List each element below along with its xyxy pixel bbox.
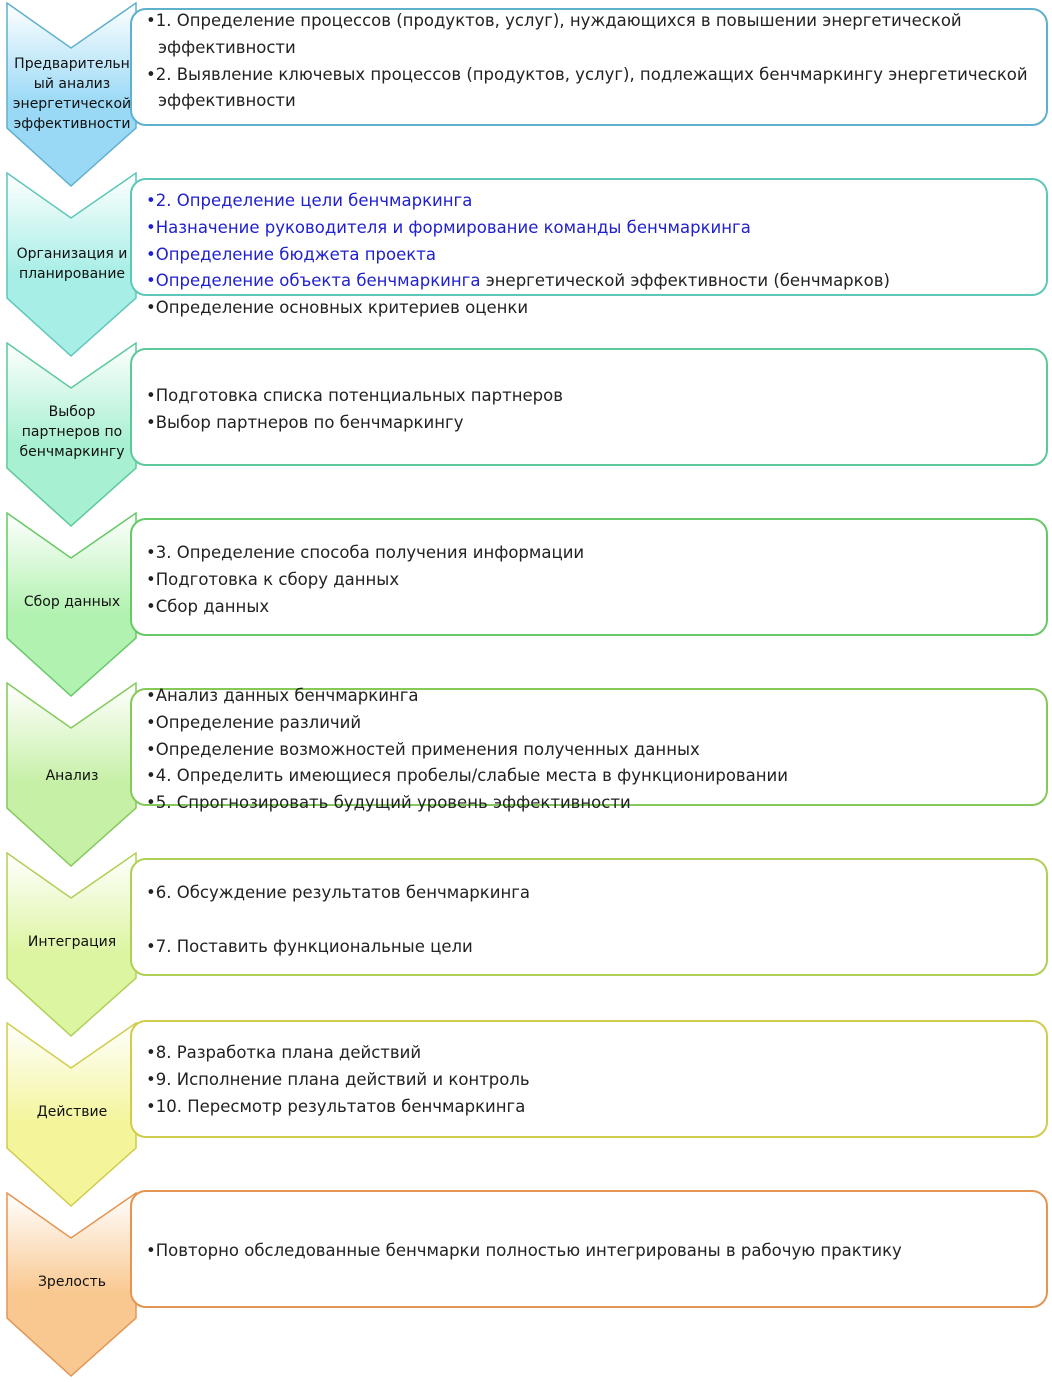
- stage-item-text: 5. Спрогнозировать будущий уровень эффективности: [155, 793, 631, 813]
- bullet-icon: [146, 740, 156, 759]
- stage-item-text: Определение возможностей применения полученных данных: [155, 739, 700, 759]
- bullet-icon: [146, 597, 156, 616]
- stage-item: [146, 763, 1046, 790]
- stage-item: [146, 880, 1046, 907]
- stage-item-text: Назначение руководителя и формирование команды бенчмаркинга: [155, 217, 751, 237]
- stage-label: Интеграция: [27, 934, 117, 950]
- stage-item-text: 4. Определить имеющиеся пробелы/слабые места в функционировании: [155, 766, 788, 786]
- stage-item-text: Подготовка к сбору данных: [155, 569, 400, 589]
- bullet-icon: [146, 191, 156, 210]
- stage-item-text: 3. Определение способа получения информации: [155, 543, 585, 562]
- stage-item-text: Определение объекта бенчмаркинга: [155, 271, 481, 291]
- stage-item: [146, 1238, 1046, 1265]
- stage-item-text: 10. Пересмотр результатов бенчмаркинга: [155, 1096, 526, 1116]
- bullet-icon: [146, 937, 156, 956]
- bullet-icon: [146, 1241, 156, 1260]
- stage-item: [146, 683, 1046, 710]
- stage-item-tail: энергетической эффективности (бенчмарков): [480, 271, 890, 291]
- bullet-icon: [146, 1043, 156, 1062]
- stage-item: [146, 410, 1046, 437]
- stage-item: [146, 188, 1046, 215]
- stage-item: [146, 540, 1046, 567]
- stage-item: [146, 594, 1046, 621]
- stage-item-list: [146, 8, 1046, 115]
- stage-label: Сбор данных: [23, 594, 121, 610]
- stage-item-list: [146, 188, 1046, 322]
- bullet-icon: [146, 570, 156, 589]
- stage-item-list: [146, 540, 1046, 620]
- bullet-icon: [146, 766, 156, 785]
- stage-item-text: Анализ данных бенчмаркинга: [155, 686, 419, 705]
- stage-item-text: эффективности: [158, 37, 296, 57]
- stage-item-text: эффективности: [158, 91, 296, 111]
- stage-label: Зрелость: [37, 1274, 107, 1290]
- stage-item: [146, 35, 1046, 62]
- stage-item: [146, 737, 1046, 764]
- bullet-icon: [146, 793, 156, 812]
- stage-item: [146, 790, 1046, 817]
- stage-item: [146, 62, 1046, 89]
- stage-item: [146, 1067, 1046, 1094]
- bullet-icon: [146, 883, 156, 902]
- stage-item-text: 2. Определение цели бенчмаркинга: [155, 191, 473, 210]
- bullet-icon: [146, 65, 156, 84]
- stage-item: [146, 934, 1046, 961]
- stage-item-text: Определение основных критериев оценки: [155, 298, 529, 318]
- stage-item-text: Повторно обследованные бенчмарки полностью интегрированы в рабочую практику: [155, 1241, 902, 1260]
- stage-label: Выбор партнеров по бенчмаркингу: [19, 404, 125, 460]
- stage-item-text: Подготовка списка потенциальных партнеров: [155, 386, 563, 405]
- stage-item: [146, 242, 1046, 269]
- bullet-icon: [146, 386, 156, 405]
- stage-item-text: Определение бюджета проекта: [155, 244, 436, 264]
- stage-item-text: Сбор данных: [155, 596, 270, 616]
- stage-label: Предварительн ый анализ энергетической эффективности: [12, 56, 132, 132]
- stage-label: Организация и планирование: [16, 246, 128, 282]
- stage-item: [146, 383, 1046, 410]
- stage-item: [146, 1094, 1046, 1121]
- stage-item: [146, 8, 1046, 35]
- bullet-icon: [146, 218, 156, 237]
- stage-item-list: [146, 1238, 1046, 1265]
- stage-item-list: [146, 383, 1046, 437]
- bullet-icon: [146, 543, 156, 562]
- stage-item: [146, 215, 1046, 242]
- stage-item-text: 7. Поставить функциональные цели: [155, 936, 473, 956]
- stage-item-text: 1. Определение процессов (продуктов, услуг), нуждающихся в повышении энергетической: [155, 11, 962, 30]
- bullet-icon: [146, 271, 156, 290]
- stage-item: [146, 907, 1046, 934]
- bullet-icon: [146, 298, 156, 317]
- stage-item-text: 6. Обсуждение результатов бенчмаркинга: [155, 883, 531, 902]
- stage-item: [146, 567, 1046, 594]
- bullet-icon: [146, 245, 156, 264]
- stage-item-list: [146, 1040, 1046, 1120]
- bullet-icon: [146, 713, 156, 732]
- stage-item-text: 9. Исполнение плана действий и контроль: [155, 1069, 530, 1089]
- bullet-icon: [146, 413, 156, 432]
- stage-item-text: 2. Выявление ключевых процессов (продуктов, услуг), подлежащих бенчмаркингу энергетической: [155, 64, 1028, 84]
- stage-item-text: 8. Разработка плана действий: [155, 1043, 422, 1062]
- stage-item-text: Определение различий: [155, 712, 362, 732]
- bullet-icon: [146, 1070, 156, 1089]
- stage-item-list: [146, 880, 1046, 960]
- stage-item-list: [146, 683, 1046, 817]
- stage-item: [146, 1040, 1046, 1067]
- stage-label: Действие: [36, 1104, 108, 1120]
- bullet-icon: [146, 11, 156, 30]
- stage-item: [146, 295, 1046, 322]
- stage-item: [146, 710, 1046, 737]
- stage-item: [146, 88, 1046, 115]
- stage-label: Анализ: [45, 768, 99, 784]
- bullet-icon: [146, 686, 156, 705]
- bullet-icon: [146, 1097, 156, 1116]
- stage-item-text: Выбор партнеров по бенчмаркингу: [155, 412, 464, 432]
- stage-item: [146, 268, 1046, 295]
